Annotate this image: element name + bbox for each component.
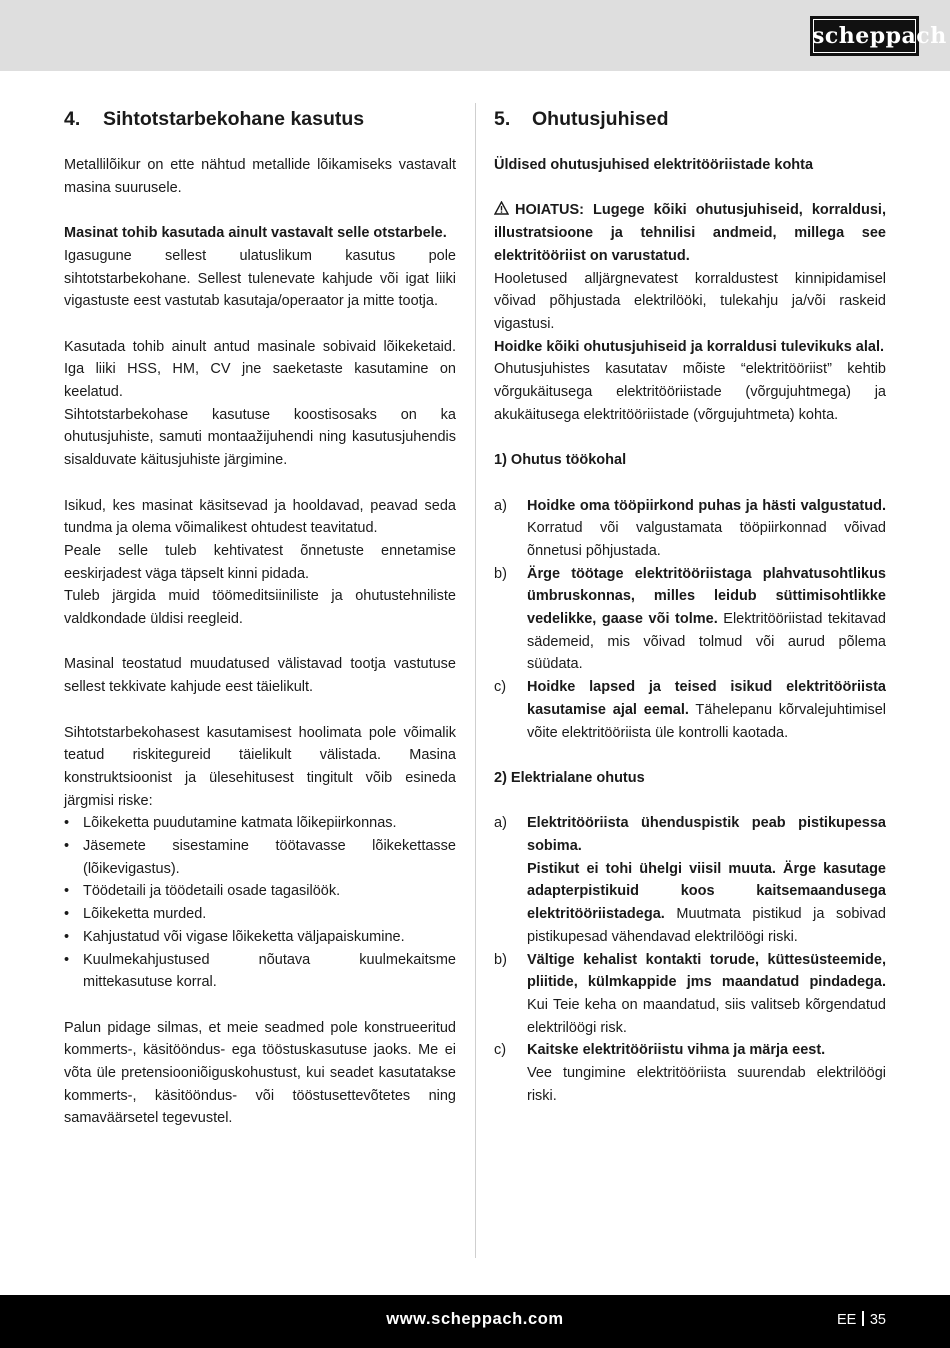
paragraph: Sihtotstarbekohasest kasutamisest hoolimata pole võimalik teatud riskitegureid täielikult välistada. Masina konstruktsioonist ja ülesehitusest tingitult võib esineda järgmisi riske: <box>64 724 456 809</box>
language-code: EE <box>837 1312 857 1328</box>
item-bold: Kaitske elektritööriistu vihma ja märja eest. <box>527 1042 826 1059</box>
subsection-2-title: 2) Elektrialane ohutus <box>494 769 645 786</box>
header-band <box>0 0 950 71</box>
page-number <box>837 1311 886 1328</box>
paragraph-bold: Hoidke kõiki ohutusjuhiseid ja korraldusi tulevikuks alal. <box>494 338 884 355</box>
item-bold: Hoidke oma tööpiirkond puhas ja hästi valgustatud. <box>527 497 886 514</box>
list-item: • Lõikeketta murded. <box>64 903 456 926</box>
item-label: a) <box>494 815 507 832</box>
subtitle: Üldised ohutusjuhised elektritööriistade kohta <box>494 157 814 173</box>
item-text: Tähelepanu kõrvalejuhtimisel võite elektritööriista üle kontrolli kaotada. <box>527 701 886 741</box>
item-bold: Elektritööriista ühenduspistik peab pistikupessa sobima. <box>527 815 886 855</box>
item-text: Korratud või valgustamata tööpiirkonnad võivad õnnetusi põhjustada. <box>527 520 886 559</box>
item-text: Elektritööriistad tekitavad sädemeid, mis võivad tolmud või aurud põlema süüdata. <box>527 611 886 673</box>
paragraph: Sihtotstarbekohase kasutuse koostisosaks on ka ohutusjuhiste, samuti montaažijuhendi ning kasutusjuhendis sisalduvate käitusjuhiste järgimine. <box>64 406 456 469</box>
page-num: 35 <box>869 1312 886 1328</box>
list-item <box>494 1039 886 1107</box>
heading-text: Ohutusjuhised <box>532 108 669 130</box>
paragraph: Hooletused alljärgnevatest korraldustest kinnipidamisel võivad põhjustada elektrilööki, tulekahju ja/või raskeid vigastusi. <box>494 270 886 332</box>
list-item <box>494 563 886 677</box>
electrical-safety-list <box>494 812 886 1107</box>
item-bold: Hoidke lapsed ja teised isikud elektritööriista kasutamise ajal eemal. <box>527 679 886 718</box>
paragraph: Kasutada tohib ainult antud masinale sobivaid lõikeketaid. Iga liiki HSS, HM, CV jne saeketaste kasutamine on keelatud. <box>64 338 456 400</box>
paragraph: Peale selle tuleb kehtivatest õnnetuste ennetamise eeskirjadest väga täpselt kinni pidada. <box>64 542 456 582</box>
list-item: • Töödetaili ja töödetaili osade tagasilöök. <box>64 880 456 903</box>
section-4-heading <box>64 104 456 134</box>
heading-number: 5. <box>494 108 511 130</box>
list-item: • Lõikeketta puudutamine katmata lõikepiirkonnas. <box>64 812 456 835</box>
list-item <box>494 949 886 1040</box>
paragraph: Isikud, kes masinat käsitsevad ja hooldavad, peavad seda tundma ja olema võimalikest ohtudest teavitatud. <box>64 497 456 537</box>
item-text: Vee tungimine elektritööriista suurendab elektrilöögi riski. <box>527 1065 886 1104</box>
section-5-heading <box>494 104 886 134</box>
list-item: • Jäsemete sisestamine töötavasse lõikekettasse (lõikevigastus). <box>64 835 456 880</box>
item-text: Muutmata pistikud ja sobivad pistikupesad vähendavad elektrilöögi riski. <box>527 906 886 945</box>
website-link[interactable]: www.scheppach.com <box>386 1310 564 1328</box>
left-column <box>64 104 456 1130</box>
brand-logo: scheppach <box>810 16 919 56</box>
item-bold: Pistikut ei tohi ühelgi viisil muuta. Ärge kasutage adapterpistikuid koos kaitsemaandusega elektritööriistadega. <box>527 860 886 923</box>
item-bold: Vältige kehalist kontakti torude, küttesüsteemide, pliitide, külmkappide jms maandatud pindadega. <box>527 951 886 991</box>
item-text: Kui Teie keha on maandatud, siis valitseb kõrgendatud elektrilöögi risk. <box>527 996 886 1036</box>
paragraph: Tuleb järgida muid töömeditsiiniliste ja ohutustehniliste valdkondade üldisi reegleid. <box>64 588 456 628</box>
workplace-safety-list <box>494 495 886 745</box>
paragraph: Palun pidage silmas, et meie seadmed pole konstrueeritud kommerts-, käsitööndus- ega tööstuskasutuse jaoks. Me ei võta üle pretensiooniõiguskohustust, kui seadet kasutatakse kommerts-, käsitööndus- või tööstusettevõtetes ning samaväärsetel tegevustel. <box>64 1019 456 1127</box>
warning-paragraph <box>494 199 886 267</box>
list-item <box>494 495 886 563</box>
warning-text-bold: HOIATUS: Lugege kõiki ohutusjuhiseid, korraldusi, illustratsioone ja tehnilisi andmeid, millega see elektritööriist on varustatud. <box>494 202 886 264</box>
subsection-1-title: 1) Ohutus töökohal <box>494 452 627 469</box>
item-label: c) <box>494 1042 507 1059</box>
column-divider <box>475 103 476 1258</box>
paragraph: Ohutusjuhistes kasutatav mõiste “elektritööriist” kehtib võrgukäitusega elektritööriistade (võrgujuhtmega) ja akukäitusega elektritööriistade (võrgujuhtmeta) kohta. <box>494 361 886 423</box>
heading-text: Sihtotstarbekohane kasutus <box>103 108 365 130</box>
item-label: b) <box>494 565 507 582</box>
list-item <box>494 812 886 948</box>
list-item <box>494 676 886 744</box>
item-label: a) <box>494 497 507 514</box>
item-bold: Ärge töötage elektritööriistaga plahvatusohtlikus ümbruskonnas, milles leidub süttimisohtlikke vedelikke, gaase või tolme. <box>527 565 886 628</box>
right-column <box>494 104 886 1107</box>
paragraph: Masinal teostatud muudatused välistavad tootja vastutuse sellest tekkivate kahjude eest täielikult. <box>64 656 456 696</box>
list-item: • Kuulmekahjustused nõutava kuulmekaitsme mittekasutuse korral. <box>64 949 456 994</box>
paragraph: Igasugune sellest ulatuslikum kasutus pole sihtotstarbekohane. Sellest tulenevate kahjude või igat liiki vigastuste eest vastutab kasutaja/operaator ja mitte tootja. <box>64 247 456 310</box>
item-label: c) <box>494 679 507 696</box>
list-item: • Kahjustatud või vigase lõikeketta väljapaiskumine. <box>64 926 456 949</box>
paragraph-bold: Masinat tohib kasutada ainult vastavalt selle otstarbele. <box>64 225 447 242</box>
warning-icon <box>494 201 509 215</box>
item-label: b) <box>494 951 507 968</box>
footer-band <box>0 1295 950 1348</box>
heading-number: 4. <box>64 108 81 130</box>
paragraph: Metallilõikur on ette nähtud metallide lõikamiseks vastavalt masina suurusele. <box>64 157 456 196</box>
risk-list <box>64 812 456 994</box>
